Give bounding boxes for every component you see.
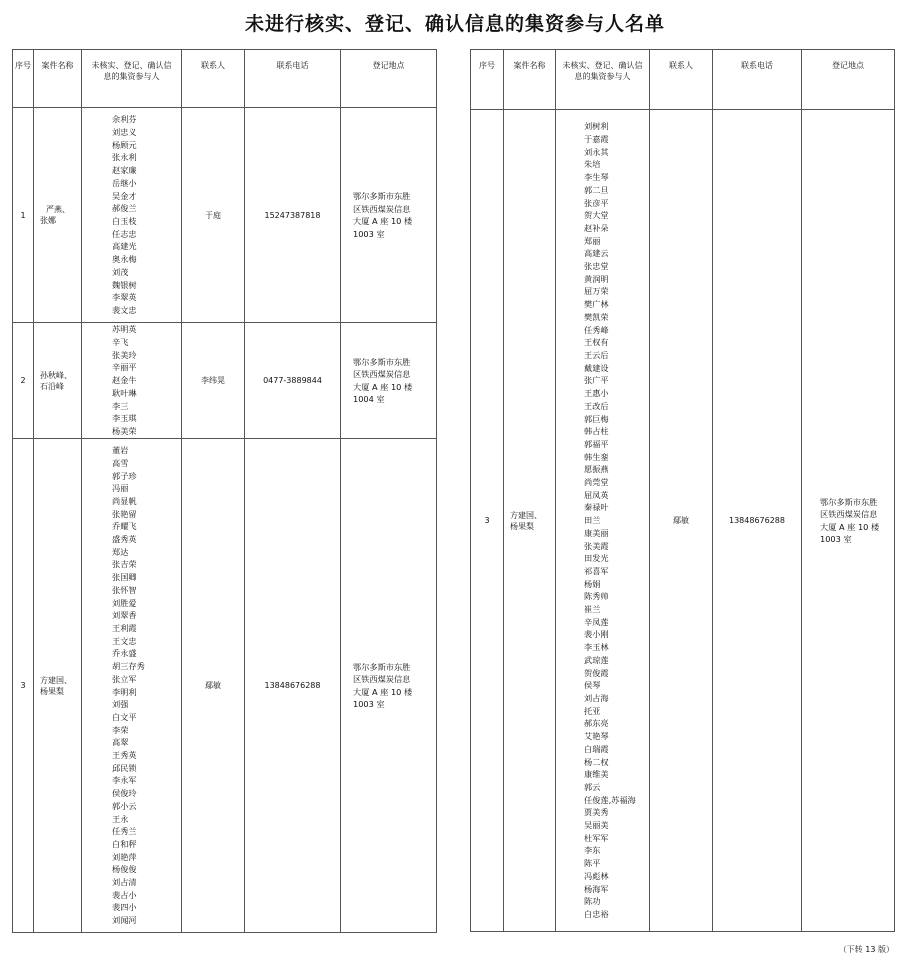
- participant-name: 李荣: [112, 724, 129, 735]
- participant-name: 尚显帆: [112, 495, 137, 506]
- row-address: [341, 108, 437, 323]
- table-row: [13, 323, 437, 439]
- participant-names: [82, 323, 182, 439]
- participant-name: 韩生銮: [584, 451, 609, 462]
- participant-name: 刘闻河: [112, 915, 137, 926]
- participant-name: 辛丽平: [112, 362, 137, 373]
- participant-name: 白玉枝: [112, 216, 137, 226]
- case-line: 杨果梨: [510, 521, 534, 531]
- row-phone: 15247387818: [245, 108, 341, 323]
- participant-names: [82, 439, 182, 933]
- participant-name: 杨娟: [584, 578, 601, 589]
- participant-name: 张吉荣: [112, 559, 137, 570]
- participant-name: 王权有: [584, 337, 609, 348]
- participant-name: 王云后: [584, 350, 609, 360]
- address-line: 鄂尔多斯市东胜: [820, 496, 878, 507]
- row-seq: 3: [13, 439, 34, 933]
- row-address: [341, 323, 437, 439]
- participant-name: 李玉林: [584, 642, 609, 653]
- case-line: 严燕、: [46, 205, 70, 214]
- address-line: 大厦 A 座 10 楼: [353, 686, 413, 697]
- participant-name: 高建云: [584, 248, 609, 259]
- participant-name: 陈功: [584, 896, 601, 907]
- participant-name: 刘占清: [112, 877, 137, 888]
- participant-name: 王惠小: [584, 388, 609, 399]
- participant-name: 李永军: [112, 775, 137, 786]
- row-contact: 鄢敏: [650, 110, 713, 932]
- participant-name: 刘翠香: [112, 610, 137, 621]
- participant-name: 杨俊俊: [112, 864, 137, 875]
- participant-name: 耿叶琳: [112, 387, 137, 398]
- address-line: 1003 室: [353, 228, 385, 239]
- participant-name: 苏明英: [112, 324, 137, 335]
- participant-name: 康美丽: [584, 527, 609, 538]
- participant-name: 裴四小: [112, 902, 137, 913]
- participant-name: 白忠裕: [584, 908, 609, 919]
- participant-name: 贺大堂: [584, 210, 609, 221]
- address-line: 1003 室: [820, 534, 852, 544]
- header-participants: [556, 50, 650, 110]
- header-case: 案件名称: [34, 50, 82, 108]
- participant-name: 赵金牛: [112, 375, 137, 386]
- header-row: [13, 50, 437, 108]
- participant-name: 刘茂: [112, 266, 129, 277]
- participant-name: 刘艳萍: [112, 851, 137, 862]
- case-line: 孙秋峰、: [40, 370, 72, 380]
- participant-name: 贾美秀: [584, 807, 609, 818]
- header-row: [471, 50, 895, 110]
- participant-name: 朱培: [584, 159, 601, 170]
- participant-name: 奥永梅: [112, 254, 137, 265]
- participant-name: 赵家廉: [112, 165, 137, 176]
- participant-name: 张永利: [112, 152, 137, 163]
- header-contact: 联系人: [182, 50, 245, 108]
- row-case: [34, 439, 82, 933]
- participant-name: 辛飞: [112, 337, 129, 348]
- participant-name: 张美玲: [112, 349, 137, 360]
- participant-name: 托亚: [584, 705, 601, 716]
- participant-name: 乔永盛: [112, 648, 137, 659]
- participant-name: 屈凤英: [584, 489, 609, 500]
- participant-name: 高建光: [112, 241, 137, 252]
- header-participants-line1: 未核实、登记、确认信: [562, 61, 643, 70]
- address-line: 大厦 A 座 10 楼: [353, 381, 413, 392]
- table-row: [471, 110, 895, 932]
- participant-name: 裴小刚: [584, 629, 609, 640]
- participant-name: 乔耀飞: [112, 521, 137, 532]
- participant-name: 李三: [112, 400, 129, 411]
- participant-name: 余利芬: [112, 114, 137, 125]
- address-line: 大厦 A 座 10 楼: [820, 521, 880, 532]
- participant-name: 田发光: [584, 553, 609, 564]
- participant-name: 郭福平: [584, 438, 609, 449]
- header-phone: 联系电话: [245, 50, 341, 108]
- participant-name: 戴建设: [584, 362, 609, 373]
- address-line: 区铁西煤炭信息: [353, 369, 411, 379]
- row-case: [34, 108, 82, 323]
- address-line: 1003 室: [353, 699, 385, 709]
- address-line: 鄂尔多斯市东胜: [353, 661, 411, 672]
- row-address: [341, 439, 437, 933]
- participant-name: 秦禄叶: [584, 502, 609, 513]
- participant-name: 高翠: [112, 737, 129, 748]
- row-seq: 2: [13, 323, 34, 439]
- header-participants-line2: 息的集资参与人: [103, 72, 160, 81]
- address-line: 1004 室: [353, 394, 385, 404]
- participant-name: 刘永其: [584, 146, 609, 157]
- row-phone: 13848676288: [713, 110, 802, 932]
- case-line: 石沿峰: [40, 381, 64, 391]
- participant-name: 张国卿: [112, 572, 137, 583]
- participant-name: 白文平: [112, 711, 137, 722]
- participant-name: 李明利: [112, 686, 137, 697]
- right-table: [470, 49, 895, 932]
- participant-name: 吴丽美: [584, 820, 609, 831]
- participant-name: 张彦平: [584, 197, 609, 208]
- header-participants-line2: 息的集资参与人: [574, 72, 631, 81]
- participant-name: 高雪: [112, 457, 129, 468]
- header-seq: 序号: [471, 50, 504, 110]
- participant-name: 刘占海: [584, 692, 609, 703]
- participant-name: 张立军: [112, 673, 137, 684]
- participant-name: 杨二权: [584, 756, 609, 767]
- header-participants-line1: 未核实、登记、确认信: [91, 61, 172, 70]
- participant-name: 张艳留: [112, 508, 137, 519]
- participant-name: 郝俊兰: [112, 203, 137, 214]
- address-line: 区铁西煤炭信息: [353, 203, 411, 214]
- participant-name: 任俊莲,苏福海: [584, 794, 636, 805]
- participant-name: 董岩: [112, 445, 129, 456]
- participant-names: [556, 110, 650, 932]
- participant-name: 张忠堂: [584, 261, 609, 272]
- header-location: 登记地点: [341, 50, 437, 108]
- participant-name: 胡三存秀: [112, 661, 145, 672]
- participant-name: 杨美荣: [112, 425, 137, 436]
- participant-name: 张怀智: [112, 584, 137, 595]
- participant-name: 赵补朵: [584, 222, 609, 233]
- table-row: [13, 108, 437, 323]
- participant-name: 于嘉霞: [584, 134, 609, 145]
- row-case: [34, 323, 82, 439]
- participant-name: 刘强: [112, 699, 129, 710]
- participant-name: 张美霞: [584, 540, 609, 551]
- participant-name: 冯彪林: [584, 870, 609, 881]
- address-line: 鄂尔多斯市东胜: [353, 356, 411, 367]
- participant-name: 李玉琪: [112, 413, 137, 424]
- row-case: [504, 110, 556, 932]
- participant-name: 陈平: [584, 858, 601, 869]
- header-phone: 联系电话: [713, 50, 802, 110]
- participant-name: 李翠英: [112, 292, 137, 303]
- participant-name: 冯丽: [112, 483, 129, 494]
- continuation-note: （下转 13 版）: [838, 945, 894, 954]
- address-line: 大厦 A 座 10 楼: [353, 216, 413, 226]
- row-seq: 1: [13, 108, 34, 323]
- participant-name: 侯俊玲: [112, 788, 137, 799]
- header-participants: [82, 50, 182, 108]
- left-table: [12, 49, 437, 933]
- participant-name: 杨顾元: [112, 139, 137, 150]
- participant-name: 康维美: [584, 769, 609, 780]
- participant-name: 刘树利: [584, 121, 609, 132]
- row-phone: 0477-3889844: [245, 323, 341, 439]
- participant-name: 崔兰: [584, 604, 601, 615]
- participant-name: 辛凤莲: [584, 616, 609, 627]
- participant-name: 郭子珍: [112, 470, 137, 481]
- participant-name: 李生琴: [584, 172, 609, 183]
- participant-name: 王文忠: [112, 635, 137, 646]
- table-row: [13, 439, 437, 933]
- participant-name: 任志忠: [112, 228, 137, 239]
- case-line: 方建国、: [40, 675, 72, 685]
- participant-name: 任秀兰: [112, 826, 137, 837]
- participant-name: 郑丽: [584, 235, 601, 246]
- header-seq: 序号: [13, 50, 34, 108]
- participant-name: 魏银树: [112, 279, 137, 290]
- participant-name: 郭二旦: [584, 184, 609, 195]
- participant-name: 艾艳琴: [584, 731, 609, 742]
- participant-name: 黄润明: [584, 273, 609, 284]
- participant-name: 白瑞霞: [584, 743, 609, 754]
- participant-name: 陈秀帅: [584, 591, 609, 602]
- participant-name: 屈万荣: [584, 286, 609, 297]
- address-line: 区铁西煤炭信息: [353, 674, 411, 684]
- address-line: 鄂尔多斯市东胜: [353, 191, 411, 201]
- participant-name: 贺俊霞: [584, 667, 609, 678]
- participant-name: 樊凯荣: [584, 311, 609, 322]
- participant-name: 郭小云: [112, 800, 137, 811]
- case-line: 方建国、: [510, 510, 542, 520]
- case-line: 杨果梨: [40, 686, 64, 696]
- address-line: 区铁西煤炭信息: [820, 509, 878, 519]
- participant-name: 愿振燕: [584, 464, 609, 475]
- participant-name: 侯琴: [584, 680, 601, 691]
- participant-name: 张广平: [584, 375, 609, 386]
- participant-name: 杜军军: [584, 832, 609, 843]
- page-title: 未进行核实、登记、确认信息的集资参与人名单: [244, 13, 665, 35]
- row-seq: 3: [471, 110, 504, 932]
- participant-name: 王秀英: [112, 750, 137, 761]
- participant-name: 裴文忠: [112, 304, 137, 315]
- header-case: 案件名称: [504, 50, 556, 110]
- participant-names: [82, 108, 182, 323]
- participant-name: 杨海军: [584, 883, 609, 894]
- participant-name: 郭云: [584, 781, 601, 792]
- participant-name: 尚莞堂: [584, 477, 609, 488]
- row-address: [802, 110, 895, 932]
- participant-name: 盛秀英: [112, 534, 137, 545]
- participant-name: 邱民锁: [112, 762, 137, 773]
- participant-name: 岳继小: [112, 177, 137, 188]
- participant-name: 祁喜军: [584, 565, 609, 576]
- participant-name: 武琼莲: [584, 654, 609, 665]
- row-contact: 李纬晃: [182, 323, 245, 439]
- participant-name: 王利霞: [112, 622, 137, 633]
- participant-name: 王改后: [584, 400, 609, 411]
- participant-name: 白和秤: [112, 838, 137, 849]
- participant-name: 刘胜爱: [112, 597, 137, 608]
- participant-name: 李东: [584, 845, 601, 856]
- header-contact: 联系人: [650, 50, 713, 110]
- participant-name: 樊广林: [584, 299, 609, 310]
- participant-name: 郝东亮: [584, 718, 609, 729]
- row-phone: 13848676288: [245, 439, 341, 933]
- case-line: 张娜: [40, 216, 56, 225]
- row-contact: 于庭: [182, 108, 245, 323]
- participant-name: 任秀峰: [584, 324, 609, 335]
- header-location: 登记地点: [802, 50, 895, 110]
- participant-name: 吴金才: [112, 190, 137, 201]
- participant-name: 田兰: [584, 515, 601, 526]
- participant-name: 郭巨梅: [584, 413, 609, 424]
- row-contact: 鄢敏: [182, 439, 245, 933]
- participant-name: 裴占小: [112, 889, 137, 900]
- participant-name: 王永: [112, 813, 129, 824]
- participant-name: 刘忠义: [112, 127, 137, 138]
- participant-name: 韩占柱: [584, 426, 609, 437]
- participant-name: 郑达: [112, 546, 129, 557]
